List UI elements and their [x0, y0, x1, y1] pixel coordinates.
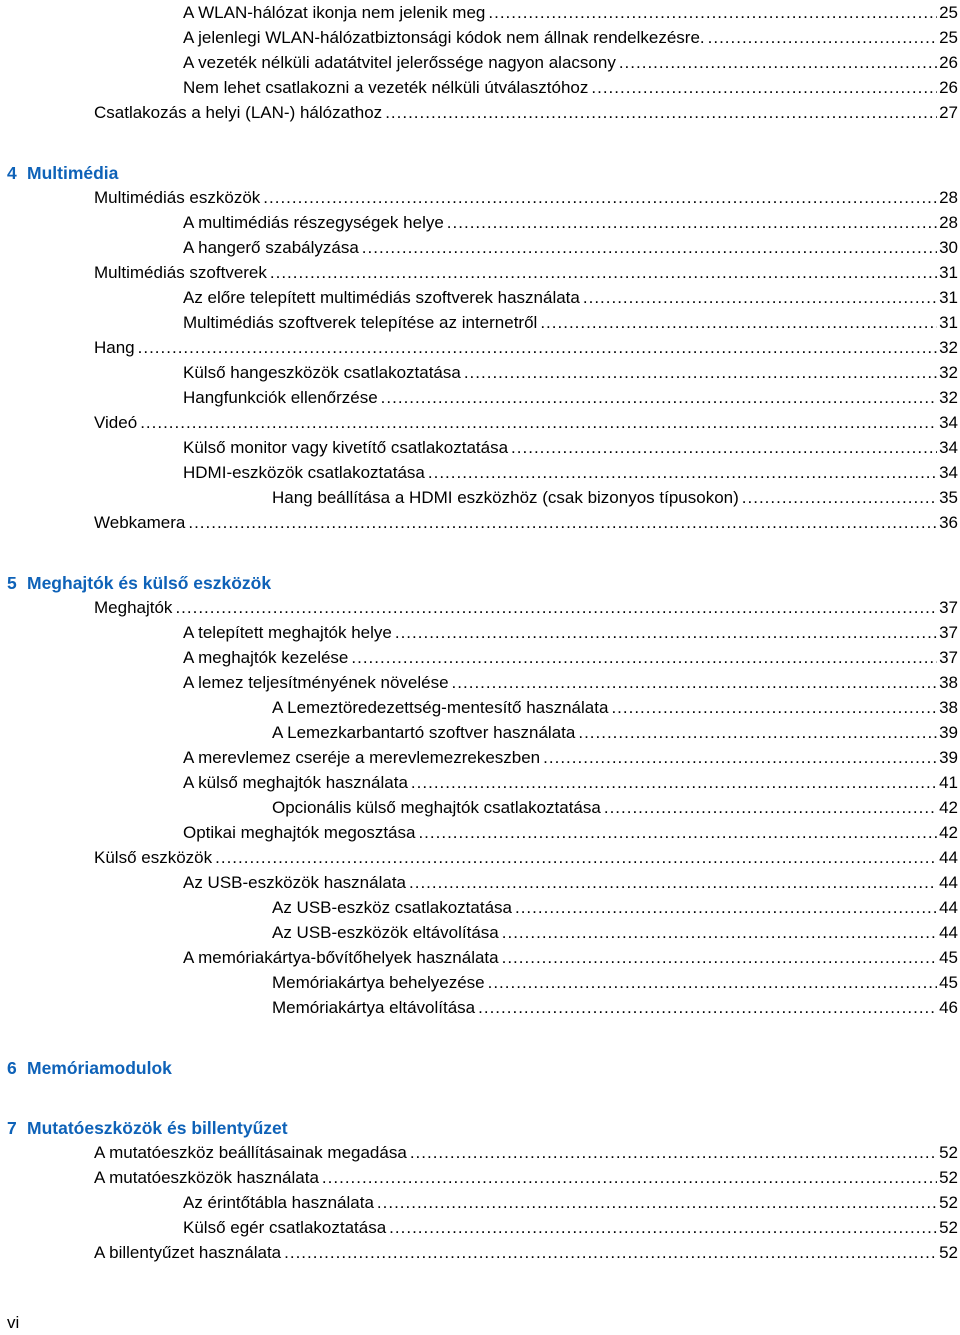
toc-entry-title: Hangfunkciók ellenőrzése [183, 388, 378, 407]
toc-entry[interactable] [183, 235, 958, 260]
dot-leader [418, 820, 937, 845]
dot-leader [742, 485, 937, 510]
toc-entry[interactable] [272, 720, 958, 745]
toc-entry-page: 34 [939, 413, 958, 432]
toc-entry-page: 37 [939, 648, 958, 667]
toc-entry[interactable] [183, 820, 958, 845]
dot-leader [511, 435, 937, 460]
toc-entry-page: 32 [939, 338, 958, 357]
toc-entry[interactable] [94, 595, 958, 620]
toc-entry-title: A WLAN-hálózat ikonja nem jelenik meg [183, 3, 486, 22]
toc-entry[interactable] [183, 745, 958, 770]
toc-entry-title: A telepített meghajtók helye [183, 623, 392, 642]
toc-entry-page: 38 [939, 698, 958, 717]
toc-entry[interactable] [272, 995, 958, 1020]
dot-leader [362, 235, 937, 260]
dot-leader [619, 50, 937, 75]
toc-entry-title: Videó [94, 413, 138, 432]
toc-entry-page: 32 [939, 388, 958, 407]
toc-entry-page: 38 [939, 673, 958, 692]
toc-entry-title: A Lemeztöredezettség-mentesítő használata [272, 698, 609, 717]
toc-entry[interactable] [183, 670, 958, 695]
toc-entry-title: Multimédiás szoftverek telepítése az internetről [183, 313, 538, 332]
chapter-title: Multimédia [27, 163, 119, 183]
dot-leader [502, 920, 937, 945]
toc-entry-title: A memóriakártya-bővítőhelyek használata [183, 948, 499, 967]
toc-entry-page: 44 [939, 873, 958, 892]
toc-entry-page: 42 [939, 823, 958, 842]
toc-entry-title: Külső eszközök [94, 848, 213, 867]
toc-entry[interactable] [183, 1190, 958, 1215]
dot-leader [411, 770, 937, 795]
toc-entry-title: Külső egér csatlakoztatása [183, 1218, 387, 1237]
dot-leader [175, 595, 937, 620]
dot-leader [377, 1190, 937, 1215]
toc-entry-title: A külső meghajtók használata [183, 773, 408, 792]
toc-entry-page: 44 [939, 898, 958, 917]
chapter-number: 6 [7, 1058, 17, 1078]
toc-entry[interactable] [183, 285, 958, 310]
toc-entry-page: 35 [939, 488, 958, 507]
toc-entry[interactable] [94, 510, 958, 535]
toc-entry[interactable] [183, 210, 958, 235]
toc-entry-page: 31 [939, 263, 958, 282]
toc-entry[interactable] [272, 795, 958, 820]
toc-entry-title: Webkamera [94, 513, 186, 532]
dot-leader [515, 895, 937, 920]
dot-leader [322, 1165, 937, 1190]
dot-leader [478, 995, 937, 1020]
toc-entry-page: 52 [939, 1143, 958, 1162]
toc-entry[interactable] [183, 770, 958, 795]
toc-entry-title: Multimédiás eszközök [94, 188, 261, 207]
toc-entry[interactable] [183, 435, 958, 460]
toc-entry-title: Hang beállítása a HDMI eszközhöz (csak bizonyos típusokon) [272, 488, 739, 507]
chapter-heading[interactable] [7, 1055, 172, 1081]
toc-entry[interactable] [183, 0, 958, 25]
toc-entry-page: 27 [939, 103, 958, 122]
toc-entry[interactable] [183, 645, 958, 670]
toc-entry-title: A meghajtók kezelése [183, 648, 349, 667]
toc-entry-page: 26 [939, 78, 958, 97]
toc-entry-title: Optikai meghajtók megosztása [183, 823, 416, 842]
dot-leader [188, 510, 937, 535]
dot-leader [389, 1215, 937, 1240]
toc-entry[interactable] [94, 410, 958, 435]
toc-entry-page: 44 [939, 923, 958, 942]
toc-entry-title: Csatlakozás a helyi (LAN-) hálózathoz [94, 103, 383, 122]
toc-entry-title: A Lemezkarbantartó szoftver használata [272, 723, 576, 742]
toc-entry-page: 37 [939, 623, 958, 642]
toc-entry-title: Az érintőtábla használata [183, 1193, 374, 1212]
toc-entry[interactable] [272, 485, 958, 510]
toc-entry[interactable] [183, 385, 958, 410]
dot-leader [502, 945, 937, 970]
toc-entry[interactable] [94, 845, 958, 870]
toc-entry[interactable] [183, 1215, 958, 1240]
toc-entry-title: A multimédiás részegységek helye [183, 213, 444, 232]
toc-entry[interactable] [94, 100, 958, 125]
toc-entry[interactable] [94, 1140, 958, 1165]
dot-leader [543, 745, 937, 770]
toc-entry[interactable] [94, 1165, 958, 1190]
toc-entry[interactable] [183, 25, 958, 50]
toc-entry[interactable] [183, 75, 958, 100]
dot-leader [410, 1140, 937, 1165]
toc-entry-page: 31 [939, 288, 958, 307]
toc-entry[interactable] [272, 695, 958, 720]
toc-entry[interactable] [183, 360, 958, 385]
toc-entry-page: 52 [939, 1193, 958, 1212]
toc-entry[interactable] [183, 50, 958, 75]
toc-entry-page: 37 [939, 598, 958, 617]
dot-leader [604, 795, 937, 820]
toc-entry-title: A hangerő szabályzása [183, 238, 359, 257]
chapter-title: Meghajtók és külső eszközök [27, 573, 272, 593]
toc-entry-page: 39 [939, 748, 958, 767]
toc-entry-page: 34 [939, 438, 958, 457]
dot-leader [385, 100, 937, 125]
toc-entry-title: A mutatóeszköz beállításainak megadása [94, 1143, 407, 1162]
toc-entry-title: A vezeték nélküli adatátvitel jelerőssége nagyon alacsony [183, 53, 616, 72]
toc-entry-page: 52 [939, 1168, 958, 1187]
dot-leader [351, 645, 937, 670]
toc-entry-page: 31 [939, 313, 958, 332]
toc-entry-page: 52 [939, 1243, 958, 1262]
toc-entry-title: Multimédiás szoftverek [94, 263, 267, 282]
toc-entry-page: 30 [939, 238, 958, 257]
toc-entry[interactable] [94, 185, 958, 210]
dot-leader [452, 670, 938, 695]
dot-leader [540, 310, 937, 335]
dot-leader [464, 360, 937, 385]
toc-entry-title: A jelenlegi WLAN-hálózatbiztonsági kódok nem állnak rendelkezésre. [183, 28, 705, 47]
dot-leader [140, 410, 937, 435]
dot-leader [409, 870, 937, 895]
toc-entry-title: Memóriakártya behelyezése [272, 973, 485, 992]
toc-entry[interactable] [183, 945, 958, 970]
dot-leader [708, 25, 937, 50]
toc-entry[interactable] [183, 460, 958, 485]
dot-leader [284, 1240, 937, 1265]
dot-leader [215, 845, 937, 870]
toc-entry-page: 25 [939, 28, 958, 47]
toc-entry-page: 26 [939, 53, 958, 72]
toc-entry-title: A merevlemez cseréje a merevlemezrekeszben [183, 748, 541, 767]
toc-entry-page: 34 [939, 463, 958, 482]
dot-leader [138, 335, 937, 360]
dot-leader [263, 185, 937, 210]
toc-entry-title: Memóriakártya eltávolítása [272, 998, 476, 1017]
toc-entry-title: Az USB-eszköz csatlakoztatása [272, 898, 512, 917]
toc-entry-title: Külső monitor vagy kivetítő csatlakoztatása [183, 438, 509, 457]
chapter-heading[interactable] [7, 160, 118, 186]
toc-entry-title: HDMI-eszközök csatlakoztatása [183, 463, 425, 482]
dot-leader [447, 210, 937, 235]
toc-entry[interactable] [183, 310, 958, 335]
dot-leader [428, 460, 937, 485]
toc-entry[interactable] [272, 970, 958, 995]
chapter-number: 7 [7, 1118, 17, 1138]
toc-entry-title: Az előre telepített multimédiás szoftverek használata [183, 288, 580, 307]
chapter-heading[interactable] [7, 1115, 288, 1141]
chapter-title: Mutatóeszközök és billentyűzet [27, 1118, 288, 1138]
page-number: vi [7, 1313, 20, 1332]
toc-entry-page: 36 [939, 513, 958, 532]
dot-leader [578, 720, 937, 745]
toc-entry-page: 41 [939, 773, 958, 792]
toc-entry[interactable] [272, 920, 958, 945]
dot-leader [270, 260, 937, 285]
dot-leader [611, 695, 937, 720]
toc-entry-page: 28 [939, 188, 958, 207]
toc-entry-title: Külső hangeszközök csatlakoztatása [183, 363, 461, 382]
toc-entry-page: 25 [939, 3, 958, 22]
toc-entry-title: Az USB-eszközök eltávolítása [272, 923, 499, 942]
toc-entry-page: 28 [939, 213, 958, 232]
toc-entry-title: Hang [94, 338, 135, 357]
toc-entry-title: A lemez teljesítményének növelése [183, 673, 449, 692]
toc-entry-page: 46 [939, 998, 958, 1017]
toc-entry-page: 52 [939, 1218, 958, 1237]
dot-leader [591, 75, 937, 100]
toc-entry[interactable] [94, 1240, 958, 1265]
toc-entry-page: 45 [939, 948, 958, 967]
toc-entry[interactable] [94, 260, 958, 285]
toc-entry-page: 39 [939, 723, 958, 742]
toc-entry[interactable] [94, 335, 958, 360]
toc-entry-page: 32 [939, 363, 958, 382]
toc-entry-title: Meghajtók [94, 598, 173, 617]
dot-leader [583, 285, 937, 310]
toc-entry-title: A billentyűzet használata [94, 1243, 282, 1262]
toc-entry-title: A mutatóeszközök használata [94, 1168, 319, 1187]
toc-entry-page: 42 [939, 798, 958, 817]
toc-entry-title: Nem lehet csatlakozni a vezeték nélküli útválasztóhoz [183, 78, 589, 97]
toc-entry-title: Az USB-eszközök használata [183, 873, 406, 892]
toc-entry[interactable] [183, 870, 958, 895]
toc-entry-page: 45 [939, 973, 958, 992]
toc-entry-title: Opcionális külső meghajtók csatlakoztatása [272, 798, 601, 817]
toc-entry[interactable] [272, 895, 958, 920]
chapter-heading[interactable] [7, 570, 271, 596]
chapter-title: Memóriamodulok [27, 1058, 172, 1078]
chapter-number: 5 [7, 573, 17, 593]
dot-leader [488, 0, 937, 25]
dot-leader [395, 620, 937, 645]
chapter-number: 4 [7, 163, 17, 183]
dot-leader [381, 385, 937, 410]
dot-leader [488, 970, 937, 995]
toc-entry[interactable] [183, 620, 958, 645]
toc-entry-page: 44 [939, 848, 958, 867]
